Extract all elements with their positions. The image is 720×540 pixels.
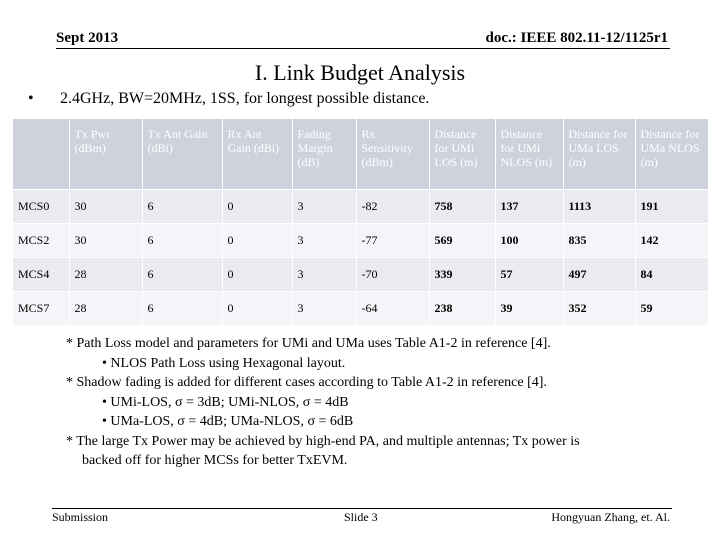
column-header: Distance for UMa LOS (m) — [563, 119, 635, 190]
note-line: • UMa-LOS, σ = 4dB; UMa-NLOS, σ = 6dB — [102, 414, 354, 429]
table-cell: -70 — [356, 258, 429, 292]
footer-submission: Submission — [52, 510, 109, 524]
column-header: Rx Ant Gain (dBi) — [222, 119, 292, 190]
table-cell: 339 — [429, 258, 495, 292]
bullet-line — [28, 90, 429, 108]
table-cell: 30 — [69, 190, 142, 224]
note-line: * Shadow fading is added for different cases according to Table A1-2 in reference [4]. — [66, 375, 547, 390]
table-cell: 6 — [142, 190, 222, 224]
bullet-text: 2.4GHz, BW=20MHz, 1SS, for longest possible distance. — [60, 90, 430, 107]
column-header: Tx Ant Gain (dBi) — [142, 119, 222, 190]
table-cell: MCS0 — [13, 190, 69, 224]
table-row — [13, 292, 708, 326]
column-header — [13, 119, 69, 190]
table-cell: 0 — [222, 258, 292, 292]
table-cell: 84 — [635, 258, 708, 292]
table-row — [13, 190, 708, 224]
table-cell: 28 — [69, 292, 142, 326]
table-cell: 569 — [429, 224, 495, 258]
table-header-row — [13, 119, 708, 190]
table-cell: 3 — [292, 190, 356, 224]
header-date: Sept 2013 — [56, 30, 119, 46]
table-cell: 57 — [495, 258, 563, 292]
table-cell: 100 — [495, 224, 563, 258]
column-header: Distance for UMa NLOS (m) — [635, 119, 708, 190]
footer-slide-number: Slide 3 — [344, 510, 378, 524]
table-cell: 142 — [635, 224, 708, 258]
table-cell: 59 — [635, 292, 708, 326]
column-header: Rx Sensitivity (dBm) — [356, 119, 429, 190]
table-cell: 0 — [222, 292, 292, 326]
notes-block — [66, 334, 686, 471]
column-header: Tx Pwr (dBm) — [69, 119, 142, 190]
table-cell: 758 — [429, 190, 495, 224]
table-cell: 497 — [563, 258, 635, 292]
column-header: Distance for UMi LOS (m) — [429, 119, 495, 190]
table-cell: -77 — [356, 224, 429, 258]
table-cell: 3 — [292, 224, 356, 258]
footer-author: Hongyuan Zhang, et. Al. — [551, 510, 670, 524]
table-cell: 6 — [142, 292, 222, 326]
note-line: • UMi-LOS, σ = 3dB; UMi-NLOS, σ = 4dB — [102, 394, 349, 410]
table-row — [13, 224, 708, 258]
footer-divider — [52, 508, 672, 509]
table-cell: 39 — [495, 292, 563, 326]
table-cell: 30 — [69, 224, 142, 258]
table-cell: 3 — [292, 258, 356, 292]
table-cell: MCS2 — [13, 224, 69, 258]
table-cell: 3 — [292, 292, 356, 326]
column-header: Fading Margin (dB) — [292, 119, 356, 190]
table-cell: MCS4 — [13, 258, 69, 292]
table-cell: 0 — [222, 224, 292, 258]
table-row — [13, 258, 708, 292]
note-line: backed off for higher MCSs for better TxEVM. — [82, 453, 348, 468]
table-cell: MCS7 — [13, 292, 69, 326]
header-doc-id: doc.: IEEE 802.11-12/1125r1 — [485, 30, 668, 46]
note-line: * Path Loss model and parameters for UMi and UMa uses Table A1-2 in reference [4]. — [66, 336, 551, 351]
table-cell: 835 — [563, 224, 635, 258]
table-cell: -64 — [356, 292, 429, 326]
table-cell: 137 — [495, 190, 563, 224]
table-cell: 1113 — [563, 190, 635, 224]
table-cell: 191 — [635, 190, 708, 224]
table-cell: 6 — [142, 224, 222, 258]
bullet-icon: • — [28, 90, 34, 107]
table-cell: 6 — [142, 258, 222, 292]
table-cell: 0 — [222, 190, 292, 224]
table-cell: -82 — [356, 190, 429, 224]
table-cell: 238 — [429, 292, 495, 326]
note-line: * The large Tx Power may be achieved by high-end PA, and multiple antennas; Tx power is — [66, 433, 580, 449]
link-budget-table — [13, 119, 709, 325]
header-divider — [56, 48, 670, 49]
table-cell: 28 — [69, 258, 142, 292]
note-line: • NLOS Path Loss using Hexagonal layout. — [102, 355, 346, 371]
column-header: Distance for UMi NLOS (m) — [495, 119, 563, 190]
table-cell: 352 — [563, 292, 635, 326]
slide-title: I. Link Budget Analysis — [254, 60, 466, 85]
